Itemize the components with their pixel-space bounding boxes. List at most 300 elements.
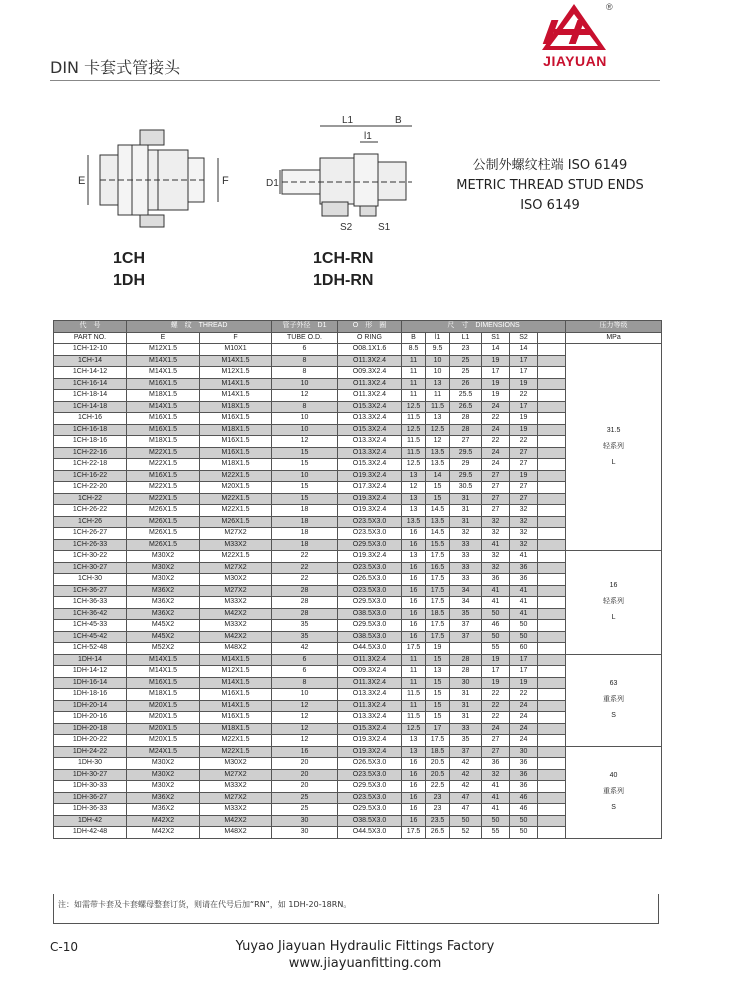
table-cell: 37 [450, 631, 482, 643]
table-cell: 24 [482, 723, 510, 735]
table-cell: 30 [272, 827, 338, 839]
table-cell: 20 [272, 758, 338, 770]
pressure-letter: L [611, 614, 616, 622]
table-cell: M16X1.5 [127, 470, 200, 482]
table-cell: O13.3X2.4 [338, 689, 402, 701]
table-cell: 24 [482, 401, 510, 413]
table-cell: M16X1.5 [127, 378, 200, 390]
table-cell-blank [538, 424, 566, 436]
table-cell-blank [538, 712, 566, 724]
table-cell: 11 [402, 378, 426, 390]
table-cell: 32 [510, 516, 538, 528]
table-cell: 50 [510, 827, 538, 839]
pressure-pressure: 63 [609, 680, 618, 687]
table-cell: O11.3X2.4 [338, 677, 402, 689]
table-cell-blank [538, 505, 566, 517]
table-cell: 18 [272, 539, 338, 551]
table-cell: 22 [272, 562, 338, 574]
table-cell: O26.5X3.0 [338, 574, 402, 586]
model-1dh-rn: 1DH-RN [313, 272, 374, 289]
table-cell: 11 [402, 700, 426, 712]
header-tube-od: TUBE O.D. [272, 332, 338, 344]
table-cell-blank [538, 792, 566, 804]
page-number: C-10 [50, 940, 78, 954]
table-cell: 19 [482, 677, 510, 689]
table-cell-blank [538, 700, 566, 712]
table-cell: M27X2 [200, 769, 272, 781]
table-cell: 13 [402, 746, 426, 758]
table-cell: 8 [272, 355, 338, 367]
table-cell: 14 [482, 344, 510, 356]
table-cell: 19 [510, 378, 538, 390]
table-cell: 50 [482, 608, 510, 620]
table-cell-blank [538, 597, 566, 609]
table-cell: O11.3X2.4 [338, 654, 402, 666]
table-cell: 22 [510, 390, 538, 402]
table-cell: 6 [272, 666, 338, 678]
table-cell: 33 [450, 574, 482, 586]
table-cell: 13 [402, 551, 426, 563]
table-cell: O26.5X3.0 [338, 758, 402, 770]
table-cell: O11.3X2.4 [338, 390, 402, 402]
table-cell: 11.5 [426, 401, 450, 413]
table-cell: M18X1.5 [200, 459, 272, 471]
table-cell: O19.3X2.4 [338, 551, 402, 563]
header-B: B [402, 332, 426, 344]
table-cell: 32 [510, 528, 538, 540]
table-cell: M42X2 [200, 631, 272, 643]
pressure-series: 轻系列 [603, 443, 625, 450]
table-cell: M18X1.5 [127, 689, 200, 701]
table-cell: M14X1.5 [127, 367, 200, 379]
table-cell: M52X2 [127, 643, 200, 655]
table-cell: 36 [482, 574, 510, 586]
table-cell-blank [538, 516, 566, 528]
table-cell: O19.3X2.4 [338, 505, 402, 517]
table-cell: M26X1.5 [127, 505, 200, 517]
table-cell: 15 [426, 677, 450, 689]
table-cell: 13.5 [402, 516, 426, 528]
table-cell: 1DH-36-33 [54, 804, 127, 816]
table-cell: 1CH-30-27 [54, 562, 127, 574]
table-cell: 20 [272, 781, 338, 793]
table-cell: 29.5 [450, 470, 482, 482]
table-cell: 11 [402, 355, 426, 367]
table-cell: 55 [482, 827, 510, 839]
table-cell: M30X2 [127, 781, 200, 793]
table-cell: 31 [450, 700, 482, 712]
table-cell: 17.5 [426, 585, 450, 597]
pressure-pressure: 40 [609, 772, 618, 779]
pressure-letter: L [611, 459, 616, 466]
header-blank [538, 332, 566, 344]
table-cell: 31 [450, 493, 482, 505]
pressure-series: 重系列 [603, 788, 625, 795]
table-cell: M14X1.5 [127, 401, 200, 413]
table-cell-blank [538, 723, 566, 735]
header-S2: S2 [510, 332, 538, 344]
table-cell: 27 [510, 447, 538, 459]
table-cell: M20X1.5 [127, 712, 200, 724]
table-cell: M14X1.5 [200, 654, 272, 666]
table-cell: 1DH-30-27 [54, 769, 127, 781]
table-cell: 20.5 [426, 758, 450, 770]
table-cell: 14 [510, 344, 538, 356]
table-cell: M22X1.5 [200, 551, 272, 563]
table-cell: 1CH-36-27 [54, 585, 127, 597]
table-cell: O13.3X2.4 [338, 436, 402, 448]
table-cell: 32 [482, 551, 510, 563]
table-cell: 6 [272, 344, 338, 356]
table-cell-blank [538, 413, 566, 425]
desc-line-en: METRIC THREAD STUD ENDS [456, 178, 644, 193]
table-cell: M12X1.5 [200, 666, 272, 678]
table-cell: 31 [450, 505, 482, 517]
table-cell: 13 [402, 735, 426, 747]
table-cell: 30 [450, 677, 482, 689]
table-cell: 11 [402, 390, 426, 402]
table-row [54, 551, 662, 563]
table-cell: O23.5X3.0 [338, 792, 402, 804]
table-cell: 19 [510, 677, 538, 689]
table-cell: 1CH-14 [54, 355, 127, 367]
table-cell: 14 [426, 470, 450, 482]
table-cell: 12.5 [402, 401, 426, 413]
table-cell: O44.5X3.0 [338, 643, 402, 655]
table-cell: 16 [402, 528, 426, 540]
table-cell: 27 [510, 482, 538, 494]
table-cell: 46 [510, 792, 538, 804]
table-cell-blank [538, 643, 566, 655]
table-cell: 19 [510, 424, 538, 436]
table-cell-blank [538, 562, 566, 574]
table-cell: 1CH-30 [54, 574, 127, 586]
table-cell: M33X2 [200, 804, 272, 816]
table-cell: 30.5 [450, 482, 482, 494]
table-cell: 23 [426, 804, 450, 816]
table-cell: 22.5 [426, 781, 450, 793]
table-cell: M22X1.5 [127, 482, 200, 494]
table-cell: 1CH-45-33 [54, 620, 127, 632]
table-cell: 22 [510, 436, 538, 448]
table-cell: 22 [482, 712, 510, 724]
pressure-cell [566, 551, 662, 655]
table-cell: 19 [510, 413, 538, 425]
table-cell: 17.5 [402, 643, 426, 655]
table-cell: M26X1.5 [127, 539, 200, 551]
table-cell: 17.5 [426, 551, 450, 563]
table-cell: M14X1.5 [200, 677, 272, 689]
table-cell: 1CH-18-16 [54, 436, 127, 448]
table-cell: 32 [510, 505, 538, 517]
label-E: E [78, 175, 86, 187]
table-cell: 17 [510, 367, 538, 379]
table-cell: M33X2 [200, 620, 272, 632]
table-cell: M30X2 [127, 769, 200, 781]
table-cell: M27X2 [200, 792, 272, 804]
table-cell: 17 [482, 367, 510, 379]
table-cell: 23.5 [426, 815, 450, 827]
table-cell: M12X1.5 [200, 367, 272, 379]
table-cell-blank [538, 459, 566, 471]
table-cell: 50 [510, 815, 538, 827]
table-cell-blank [538, 551, 566, 563]
table-cell: 1CH-26-33 [54, 539, 127, 551]
table-cell: 37 [450, 746, 482, 758]
table-cell: 28 [450, 666, 482, 678]
table-cell: 16 [402, 574, 426, 586]
table-cell: 1DH-18-16 [54, 689, 127, 701]
table-cell: O29.5X3.0 [338, 804, 402, 816]
table-cell: 36 [510, 781, 538, 793]
table-cell: 18.5 [426, 608, 450, 620]
table-cell: 50 [450, 815, 482, 827]
table-cell: O13.3X2.4 [338, 712, 402, 724]
table-cell: M22X1.5 [200, 746, 272, 758]
table-cell: 17 [510, 654, 538, 666]
desc-line-cn: 公制外螺纹柱端 ISO 6149 [472, 158, 628, 173]
table-cell: M16X1.5 [127, 677, 200, 689]
table-cell: M22X1.5 [200, 470, 272, 482]
table-cell: 28 [450, 413, 482, 425]
table-cell-blank [538, 574, 566, 586]
table-cell: 16 [402, 769, 426, 781]
table-cell: 15 [272, 447, 338, 459]
model-1ch: 1CH [113, 250, 146, 267]
table-cell: 22 [482, 700, 510, 712]
table-cell [450, 643, 482, 655]
table-cell: 1DH-14 [54, 654, 127, 666]
table-cell: 17 [482, 666, 510, 678]
table-cell: 15.5 [426, 539, 450, 551]
table-cell: 1CH-14-12 [54, 367, 127, 379]
table-cell: 8 [272, 401, 338, 413]
table-cell: O29.5X3.0 [338, 597, 402, 609]
table-cell: 55 [482, 643, 510, 655]
label-B: B [395, 115, 402, 126]
table-cell-blank [538, 390, 566, 402]
table-cell-blank [538, 769, 566, 781]
table-cell: 27 [482, 482, 510, 494]
table-cell: 1CH-12-10 [54, 344, 127, 356]
table-cell: 30 [510, 746, 538, 758]
table-cell: 12 [272, 735, 338, 747]
table-cell-blank [538, 344, 566, 356]
table-cell: 17 [510, 401, 538, 413]
table-cell: M20X1.5 [127, 723, 200, 735]
factory-url: www.jiayuanfitting.com [288, 956, 442, 971]
table-cell: M18X1.5 [200, 723, 272, 735]
table-cell: 31 [450, 516, 482, 528]
table-cell: M36X2 [127, 792, 200, 804]
table-cell-blank [538, 654, 566, 666]
table-cell: 26.5 [450, 401, 482, 413]
dimensions-table [53, 320, 662, 839]
table-cell: 16 [402, 804, 426, 816]
table-cell: 12.5 [402, 424, 426, 436]
table-cell: O19.3X2.4 [338, 746, 402, 758]
table-cell: 12 [272, 712, 338, 724]
table-cell: 1DH-20-16 [54, 712, 127, 724]
table-cell: 35 [450, 735, 482, 747]
table-cell: 10 [272, 378, 338, 390]
table-cell: O11.3X2.4 [338, 355, 402, 367]
table-cell: 19 [482, 378, 510, 390]
table-cell: O13.3X2.4 [338, 447, 402, 459]
table-cell: 1CH-16-22 [54, 470, 127, 482]
table-cell: 41 [482, 781, 510, 793]
table-cell: M20X1.5 [200, 482, 272, 494]
table-cell-blank [538, 539, 566, 551]
table-cell: 41 [482, 597, 510, 609]
table-cell: 47 [450, 792, 482, 804]
table-cell: 15 [272, 493, 338, 505]
table-cell: 28 [450, 424, 482, 436]
table-cell: O15.3X2.4 [338, 723, 402, 735]
table-cell-blank [538, 620, 566, 632]
table-cell: M26X1.5 [200, 516, 272, 528]
table-cell: O44.5X3.0 [338, 827, 402, 839]
table-cell: 27 [482, 493, 510, 505]
table-cell: 11.5 [402, 413, 426, 425]
table-cell: M27X2 [200, 562, 272, 574]
table-cell: O23.5X3.0 [338, 769, 402, 781]
pressure-letter: S [611, 712, 616, 719]
table-cell: 1DH-14-12 [54, 666, 127, 678]
table-cell: 12 [272, 390, 338, 402]
table-cell: M27X2 [200, 528, 272, 540]
table-cell: 10 [426, 355, 450, 367]
table-cell: 24 [510, 735, 538, 747]
table-cell: 1CH-36-42 [54, 608, 127, 620]
table-cell: M16X1.5 [200, 436, 272, 448]
table-cell: 28 [272, 597, 338, 609]
table-cell: 18 [272, 505, 338, 517]
table-cell: 29.5 [450, 447, 482, 459]
table-cell: 1CH-36-33 [54, 597, 127, 609]
table-cell: 17.5 [402, 827, 426, 839]
table-cell: M18X1.5 [127, 390, 200, 402]
table-cell: 24 [510, 712, 538, 724]
table-cell: 36 [482, 758, 510, 770]
table-cell: 16 [402, 631, 426, 643]
table-cell: 23 [426, 792, 450, 804]
table-cell: M36X2 [127, 804, 200, 816]
header-part-no: PART NO. [54, 332, 127, 344]
table-cell: 11.5 [402, 436, 426, 448]
table-cell: 27 [482, 505, 510, 517]
table-cell: 15 [426, 654, 450, 666]
table-cell: 13 [426, 666, 450, 678]
table-cell: 11 [402, 677, 426, 689]
table-cell: M48X2 [200, 827, 272, 839]
table-cell: 22 [272, 551, 338, 563]
table-cell: 10 [272, 424, 338, 436]
table-cell: 12.5 [426, 424, 450, 436]
table-cell: 35 [272, 631, 338, 643]
header-E: E [127, 332, 200, 344]
table-cell-blank [538, 735, 566, 747]
table-cell: 32 [482, 769, 510, 781]
pressure-pressure: 16 [609, 582, 618, 590]
table-cell: M30X2 [127, 758, 200, 770]
table-cell: 17.5 [426, 574, 450, 586]
table-cell: 1CH-26-22 [54, 505, 127, 517]
header-divider [50, 80, 660, 81]
table-cell: 11 [402, 367, 426, 379]
table-cell: 41 [510, 597, 538, 609]
table-cell: O15.3X2.4 [338, 459, 402, 471]
table-row [54, 746, 662, 758]
table-cell-blank [538, 677, 566, 689]
table-cell: 24 [510, 700, 538, 712]
table-cell: M16X1.5 [127, 424, 200, 436]
pressure-series: 轻系列 [603, 598, 625, 606]
pressure-pressure: 31.5 [606, 427, 621, 434]
table-cell: M12X1.5 [127, 344, 200, 356]
table-cell: O08.1X1.6 [338, 344, 402, 356]
table-cell: 8 [272, 677, 338, 689]
table-cell: O29.5X3.0 [338, 781, 402, 793]
table-cell: 1CH-26-27 [54, 528, 127, 540]
table-cell: 27 [482, 735, 510, 747]
label-L1: L1 [342, 115, 354, 126]
table-cell: 10 [426, 367, 450, 379]
table-cell: 1CH-52-48 [54, 643, 127, 655]
table-cell-blank [538, 608, 566, 620]
table-cell: 27 [482, 746, 510, 758]
header-F: F [200, 332, 272, 344]
table-cell: 16 [402, 597, 426, 609]
table-cell: M20X1.5 [127, 735, 200, 747]
table-cell: M33X2 [200, 781, 272, 793]
table-cell-blank [538, 401, 566, 413]
table-cell: 12 [272, 723, 338, 735]
table-cell: O15.3X2.4 [338, 424, 402, 436]
table-cell: 1DH-36-27 [54, 792, 127, 804]
header-mpa: MPa [566, 332, 662, 344]
table-cell: 25 [450, 367, 482, 379]
table-cell: 15 [426, 493, 450, 505]
table-cell: O29.5X3.0 [338, 620, 402, 632]
table-cell: O13.3X2.4 [338, 413, 402, 425]
table-cell: 42 [450, 769, 482, 781]
table-cell: 1CH-30-22 [54, 551, 127, 563]
table-cell: 28 [272, 608, 338, 620]
table-cell: M16X1.5 [127, 413, 200, 425]
table-cell: 42 [272, 643, 338, 655]
table-cell: 24 [510, 723, 538, 735]
table-cell: O09.3X2.4 [338, 666, 402, 678]
table-cell: 35 [272, 620, 338, 632]
table-cell: M42X2 [127, 827, 200, 839]
table-cell: M42X2 [127, 815, 200, 827]
table-cell: 19 [482, 355, 510, 367]
table-cell: O17.3X2.4 [338, 482, 402, 494]
table-cell: 15 [426, 700, 450, 712]
table-cell: 32 [450, 528, 482, 540]
table-cell-blank [538, 367, 566, 379]
table-cell: 16 [272, 746, 338, 758]
table-cell: 17.5 [426, 597, 450, 609]
page-title: DIN 卡套式管接头 [50, 58, 181, 77]
table-cell: O09.3X2.4 [338, 367, 402, 379]
table-cell: M22X1.5 [127, 447, 200, 459]
header-L1: L1 [450, 332, 482, 344]
table-cell: 11.5 [402, 712, 426, 724]
table-cell-blank [538, 746, 566, 758]
table-cell: 22 [272, 574, 338, 586]
